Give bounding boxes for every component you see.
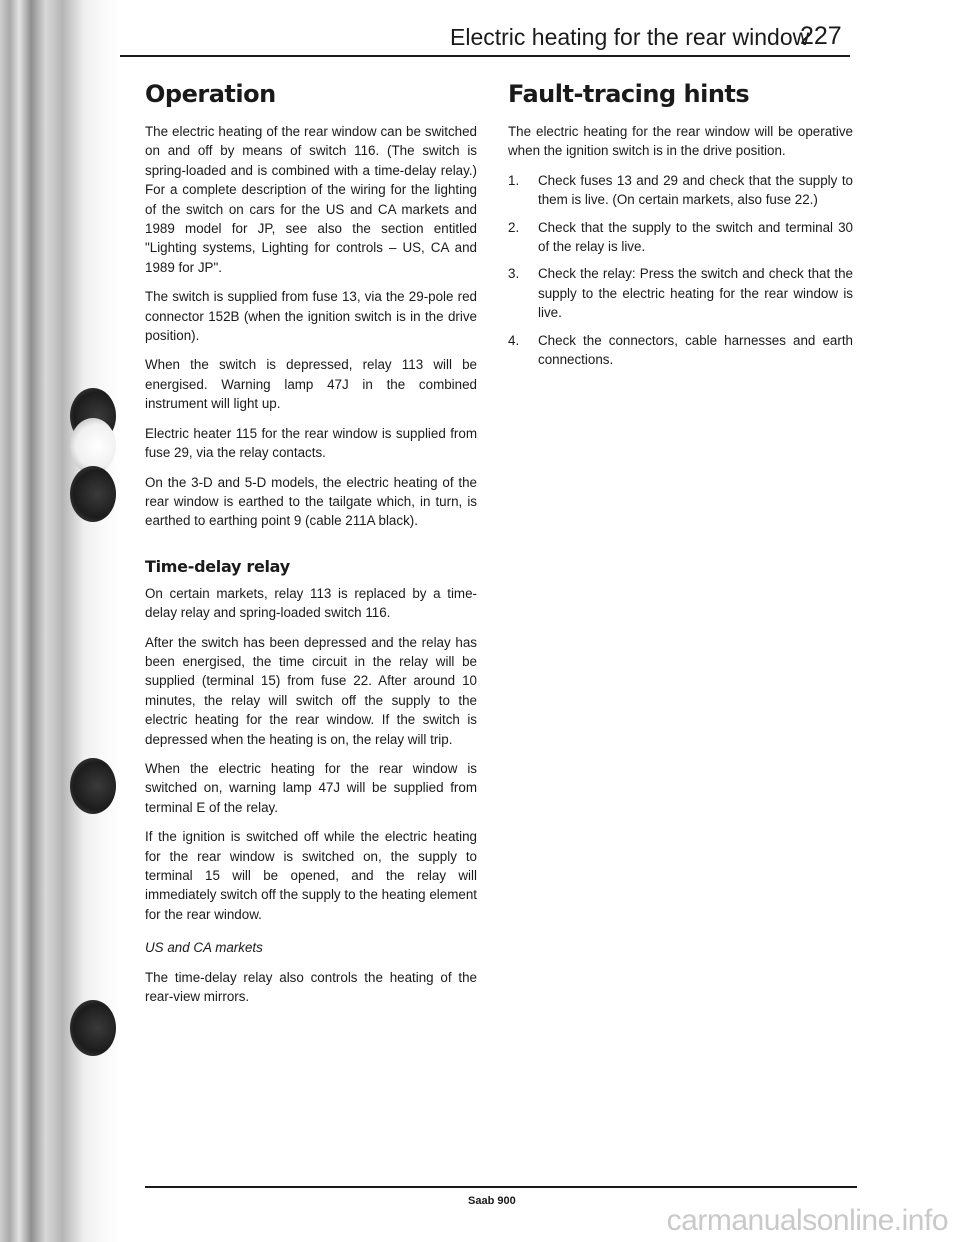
page-number: 227	[800, 22, 842, 50]
list-item-number: 2.	[508, 219, 520, 235]
operation-paragraph: When the switch is depressed, relay 113 will be energised. Warning lamp 47J in the combined instrument will light up.	[145, 357, 477, 412]
time-delay-paragraph: If the ignition is switched off while the electric heating for the rear window is switched on, the supply to terminal 15 will be opened, and the relay will immediately switch off the supply to the heating element for the rear window.	[145, 829, 477, 922]
header-rule	[120, 55, 850, 57]
list-item-text: Check the relay: Press the switch and check that the supply to the electric heating for the rear window is live.	[538, 266, 853, 321]
right-column	[508, 80, 853, 377]
list-item	[508, 171, 853, 210]
time-delay-paragraph: On certain markets, relay 113 is replaced by a time-delay relay and spring-loaded switch 116.	[145, 585, 477, 621]
list-item	[508, 331, 853, 370]
footer-text: Saab 900	[468, 1195, 516, 1207]
list-item-number: 4.	[508, 332, 520, 348]
operation-paragraph: The switch is supplied from fuse 13, via the 29-pole red connector 152B (when the ignition switch is in the drive position).	[145, 289, 477, 344]
footer-rule	[145, 1186, 857, 1188]
fault-tracing-intro: The electric heating for the rear window will be operative when the ignition switch is in the drive position.	[508, 124, 853, 159]
list-item-text: Check fuses 13 and 29 and check that the supply to them is live. (On certain markets, also fuse 22.)	[538, 172, 853, 208]
operation-paragraph: Electric heater 115 for the rear window is supplied from fuse 29, via the relay contacts.	[145, 425, 477, 461]
time-delay-paragraph: After the switch has been depressed and the relay has been energised, the time circuit in the relay will be supplied (terminal 15) from fuse 22. After around 10 minutes, the relay will switch off the supply to the electric heating for the rear window. If the switch is depressed when the heating is on, the relay will trip.	[145, 634, 477, 747]
operation-paragraph: The electric heating of the rear window can be switched on and off by means of switch 116. (The switch is spring-loaded and is combined with a time-delay relay.) For a complete description of the wiring for the lighting of the switch on cars for the US and CA markets and 1989 model for JP, see also the section entitled "Lighting systems, Lighting for controls – US, CA and 1989 for JP".	[145, 124, 477, 275]
page-header-title: Electric heating for the rear window	[450, 24, 810, 50]
fault-tracing-list	[508, 171, 853, 370]
operation-heading: Operation	[145, 80, 276, 108]
left-column	[145, 80, 477, 1016]
list-item	[508, 264, 853, 322]
time-delay-paragraph: When the electric heating for the rear window is switched on, warning lamp 47J will be supplied from terminal E of the relay.	[145, 760, 477, 815]
list-item-number: 3.	[508, 266, 520, 282]
page-binding-edge	[0, 0, 120, 1242]
us-ca-markets-subheading: US and CA markets	[145, 940, 263, 956]
time-delay-heading: Time-delay relay	[145, 556, 290, 576]
time-delay-final-paragraph: The time-delay relay also controls the heating of the rear-view mirrors.	[145, 969, 477, 1005]
binding-hole	[70, 1000, 116, 1056]
operation-paragraph: On the 3-D and 5-D models, the electric heating of the rear window is earthed to the tailgate which, in turn, is earthed to earthing point 9 (cable 211A black).	[145, 474, 477, 529]
list-item-text: Check the connectors, cable harnesses and earth connections.	[538, 332, 853, 368]
binding-hole	[70, 466, 116, 522]
list-item	[508, 218, 853, 257]
binding-hole	[70, 758, 116, 814]
watermark: carmanualsonline.info	[666, 1204, 948, 1237]
list-item-number: 1.	[508, 172, 520, 188]
list-item-text: Check that the supply to the switch and terminal 30 of the relay is live.	[538, 219, 853, 255]
fault-tracing-heading: Fault-tracing hints	[508, 80, 750, 108]
